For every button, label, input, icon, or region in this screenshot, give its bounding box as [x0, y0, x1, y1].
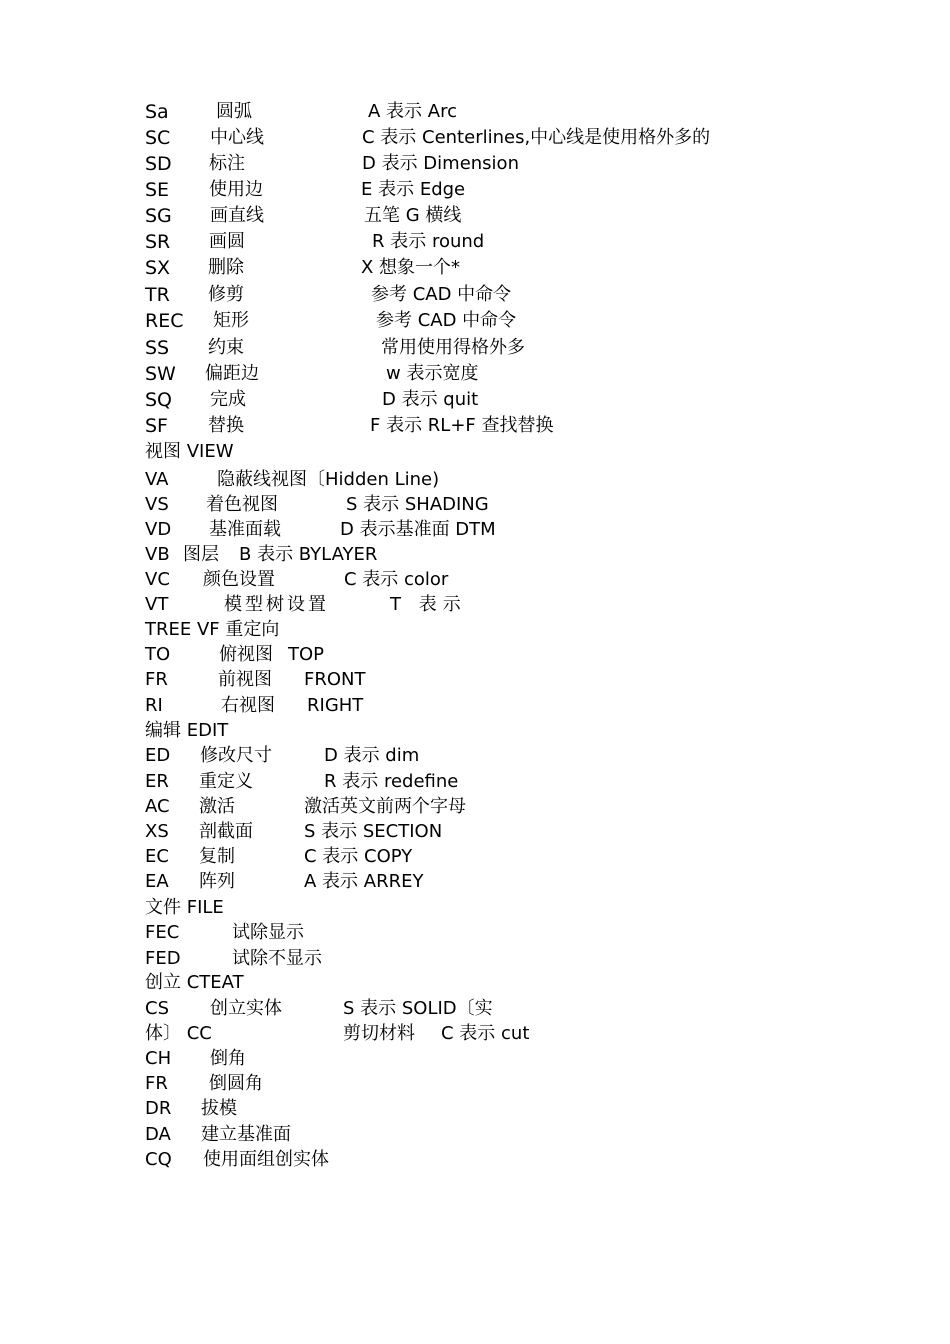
- desc: S 表示 SECTION: [304, 821, 443, 842]
- code: TR: [145, 284, 170, 306]
- desc: D 表示 dim: [324, 745, 420, 766]
- code: AC: [145, 796, 170, 817]
- desc: C 表示 Centerlines,中心线是使用格外多的: [362, 127, 711, 148]
- code: TO: [145, 644, 171, 665]
- section-heading-edit: 编辑 EDIT: [145, 720, 229, 741]
- desc: T 表示: [390, 594, 467, 615]
- code: FED: [145, 948, 181, 969]
- desc: E 表示 Edge: [361, 179, 466, 200]
- name: 使用边: [209, 179, 263, 200]
- name: 隐蔽线视图〔Hidden Line): [217, 469, 440, 490]
- section-heading-view: 视图 VIEW: [145, 441, 234, 462]
- code: CS: [145, 998, 169, 1019]
- desc: B 表示 BYLAYER: [239, 544, 378, 565]
- name: 画直线: [210, 205, 264, 226]
- desc: S 表示 SHADING: [346, 494, 489, 515]
- name: 使用面组创实体: [203, 1149, 329, 1170]
- code: VB: [145, 544, 170, 565]
- code: SQ: [145, 389, 173, 411]
- name: 修改尺寸: [200, 745, 272, 766]
- name: 试除不显示: [232, 948, 322, 969]
- desc: S 表示 SOLID〔实: [343, 998, 493, 1019]
- name: 修剪: [208, 284, 244, 305]
- desc: 参考 CAD 中命令: [376, 310, 517, 331]
- desc: TOP: [288, 644, 325, 665]
- desc: 激活英文前两个字母: [304, 796, 466, 817]
- code: DA: [145, 1124, 171, 1145]
- desc: D 表示基准面 DTM: [340, 519, 496, 540]
- code: SE: [145, 179, 170, 201]
- code: FR: [145, 669, 168, 690]
- desc: 参考 CAD 中命令: [371, 284, 512, 305]
- code: SW: [145, 363, 176, 385]
- name: 着色视图: [206, 494, 278, 515]
- desc: A 表示 Arc: [368, 101, 457, 122]
- code: RI: [145, 695, 163, 716]
- code: CQ: [145, 1149, 172, 1170]
- desc: D 表示 Dimension: [362, 153, 519, 174]
- name: 复制: [199, 846, 235, 867]
- desc: R 表示 round: [372, 231, 485, 252]
- name: 圆弧: [216, 101, 252, 122]
- name: 剪切材料: [343, 1023, 415, 1044]
- desc: D 表示 quit: [382, 389, 479, 410]
- code: VS: [145, 494, 169, 515]
- name: 基准面载: [209, 519, 281, 540]
- name: 模型树设置: [224, 594, 329, 615]
- name: 中心线: [210, 127, 264, 148]
- desc: FRONT: [304, 669, 366, 690]
- name: 前视图: [218, 669, 272, 690]
- name: 建立基准面: [201, 1124, 291, 1145]
- desc: C 表示 color: [344, 569, 449, 590]
- code: VC: [145, 569, 170, 590]
- desc: RIGHT: [307, 695, 364, 716]
- code: ED: [145, 745, 171, 766]
- desc: 常用使用得格外多: [381, 337, 525, 358]
- name: 重定义: [199, 771, 253, 792]
- code: 体〕 CC: [145, 1023, 212, 1044]
- code: SG: [145, 205, 172, 227]
- code: FR: [145, 1073, 168, 1094]
- name: 拔模: [201, 1098, 237, 1119]
- code: SF: [145, 415, 168, 437]
- code: SC: [145, 127, 171, 149]
- name: 激活: [199, 796, 235, 817]
- desc: C 表示 cut: [441, 1023, 530, 1044]
- name: 颜色设置: [203, 569, 275, 590]
- name: 删除: [208, 257, 244, 278]
- section-heading-create: 创立 CTEAT: [145, 972, 244, 993]
- name: 约束: [208, 337, 244, 358]
- desc: C 表示 COPY: [304, 846, 413, 867]
- code: SX: [145, 257, 171, 279]
- name: 矩形: [213, 310, 249, 331]
- name: 完成: [210, 389, 246, 410]
- code: DR: [145, 1098, 172, 1119]
- name: 倒角: [210, 1048, 246, 1069]
- section-heading-file: 文件 FILE: [145, 897, 224, 918]
- name: 阵列: [199, 871, 235, 892]
- code: Sa: [145, 101, 169, 123]
- name: 俯视图: [219, 644, 273, 665]
- name: 试除显示: [232, 922, 304, 943]
- code: ER: [145, 771, 169, 792]
- code: SR: [145, 231, 171, 253]
- desc: w 表示宽度: [386, 363, 479, 384]
- name: 标注: [209, 153, 245, 174]
- name: 剖截面: [199, 821, 253, 842]
- code: CH: [145, 1048, 172, 1069]
- code: REC: [145, 310, 184, 332]
- name: 替换: [208, 415, 244, 436]
- name: 偏距边: [205, 363, 259, 384]
- desc: F 表示 RL+F 查找替换: [370, 415, 554, 436]
- name: 图层: [183, 544, 219, 565]
- code: VD: [145, 519, 172, 540]
- desc: 五笔 G 横线: [364, 205, 462, 226]
- name: 创立实体: [210, 998, 282, 1019]
- desc: R 表示 redefine: [324, 771, 459, 792]
- code: EC: [145, 846, 169, 867]
- code: FEC: [145, 922, 180, 943]
- code: SS: [145, 337, 170, 359]
- code: VA: [145, 469, 169, 490]
- code: EA: [145, 871, 169, 892]
- desc: A 表示 ARREY: [304, 871, 424, 892]
- name: 右视图: [221, 695, 275, 716]
- name: 画圆: [209, 231, 245, 252]
- code: XS: [145, 821, 169, 842]
- tree-line: TREE VF 重定向: [145, 619, 280, 640]
- name: 倒圆角: [209, 1073, 263, 1094]
- code: SD: [145, 153, 172, 175]
- code: VT: [145, 594, 169, 615]
- desc: X 想象一个*: [361, 257, 461, 278]
